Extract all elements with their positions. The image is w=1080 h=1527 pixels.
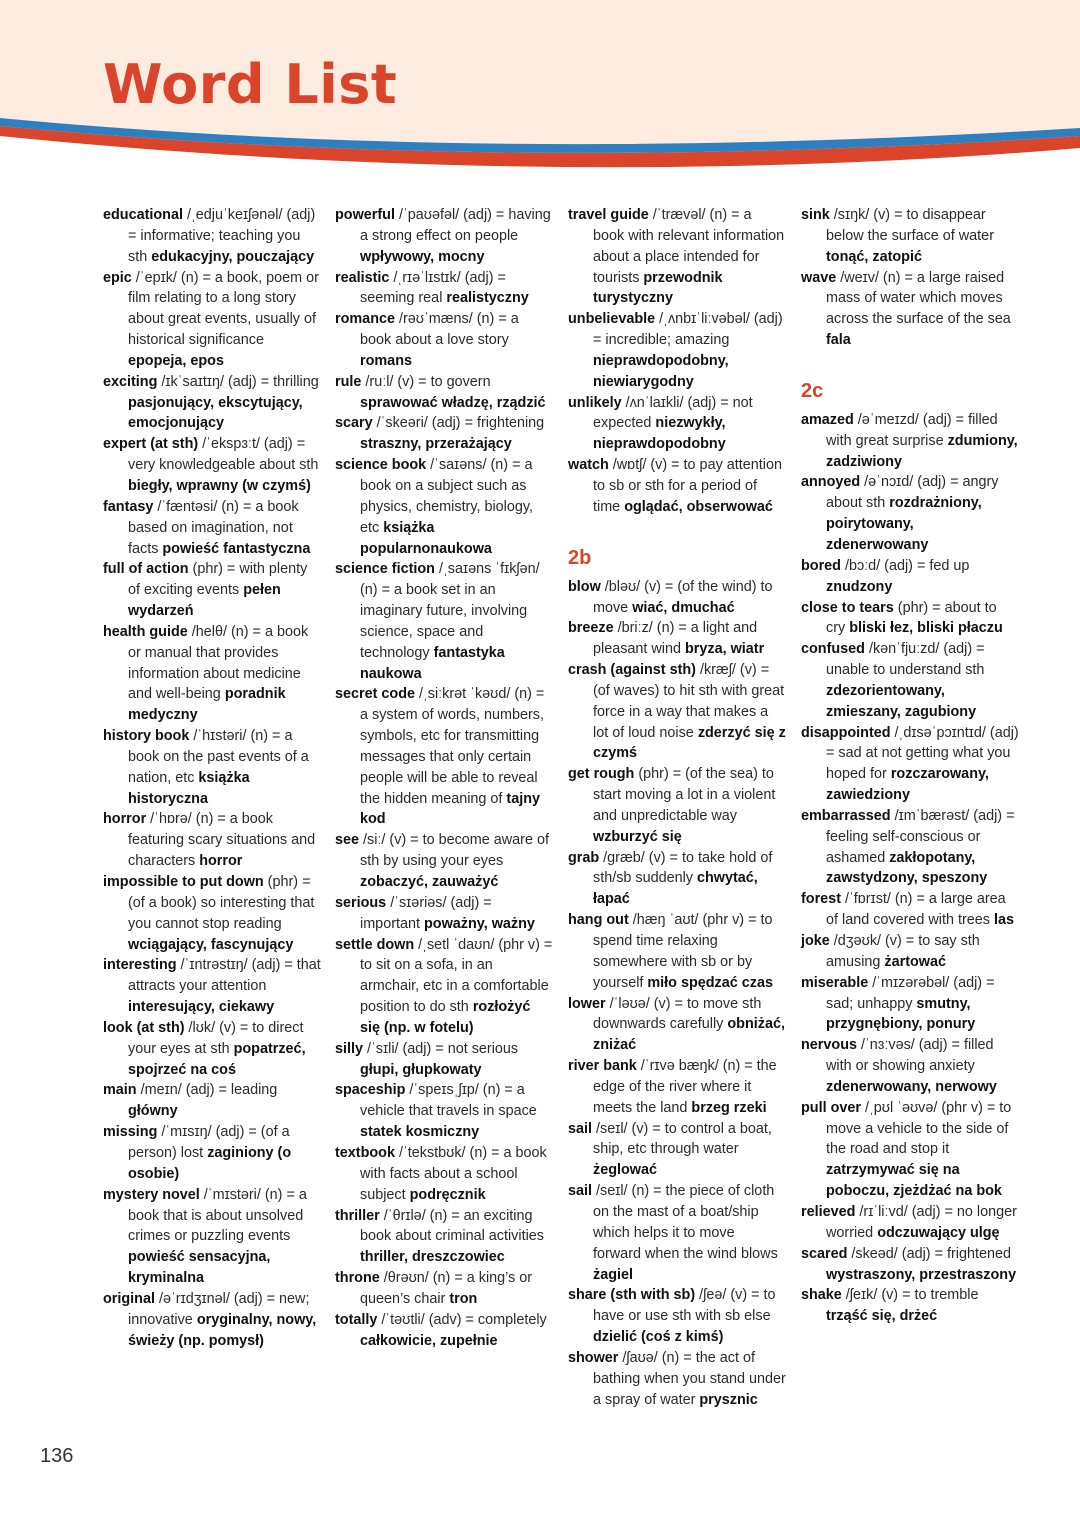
headword: scary: [335, 415, 373, 432]
headword: thriller: [335, 1207, 380, 1224]
headword: hang out: [568, 912, 629, 929]
definition: /ˈpaʊəfəl/ (adj) = having a strong effect on people: [360, 207, 551, 244]
translation: rozczarowany, zawiedziony: [826, 766, 989, 804]
definition: /ˌsaɪəns ˈfɪkʃən/ (n) = a book set in an imaginary future, involving science, space and technology: [360, 561, 540, 661]
word-entry: [103, 1289, 321, 1352]
definition: /ˈnɜːvəs/ (adj) = filled with or showing anxiety: [826, 1037, 994, 1075]
word-entry: [568, 1348, 786, 1411]
translation: zderzyć się z czymś: [593, 724, 786, 762]
word-list-column-2: [335, 205, 553, 1351]
headword: fantasy: [103, 498, 154, 515]
translation: tajny kod: [360, 790, 541, 828]
headword: sink: [801, 207, 830, 223]
translation: wiać, dmuchać: [632, 599, 735, 616]
definition: /əˈrɪdʒɪnəl/ (adj) = new; innovative: [128, 1290, 310, 1328]
word-entry: [335, 413, 553, 455]
word-entry: [103, 205, 321, 268]
translation: zatrzymywać się na poboczu, zjeżdżać na bok: [826, 1162, 1002, 1200]
word-entry: [801, 1035, 1019, 1098]
headword: crash (against sth): [568, 662, 696, 679]
translation: wzburzyć się: [593, 828, 682, 845]
headword: epic: [103, 269, 132, 286]
translation: przewodnik turystyczny: [593, 269, 723, 307]
word-entry: [335, 1206, 553, 1269]
translation: bryza, wiatr: [685, 641, 765, 658]
word-entry: [335, 268, 553, 310]
word-entry: [568, 618, 786, 660]
word-entry: [335, 1143, 553, 1206]
word-entry: [335, 205, 553, 268]
headword: miserable: [801, 974, 869, 991]
definition: /ˈekspɜːt/ (adj) = very knowledgeable about sth: [128, 436, 319, 474]
word-entry: [103, 622, 321, 726]
definition: /kræʃ/ (v) = (of waves) to hit sth with great force in a way that makes a lot of loud noise: [593, 662, 785, 741]
headword: bored: [801, 557, 841, 574]
headword: grab: [568, 849, 600, 866]
word-list-column-4: [801, 205, 1019, 1327]
word-entry: [103, 809, 321, 872]
word-entry: [335, 830, 553, 893]
translation: edukacyjny, pouczający: [151, 248, 315, 265]
headword: horror: [103, 811, 147, 828]
word-entry: [568, 1056, 786, 1119]
page-title: Word List: [103, 53, 398, 116]
definition: /ʃeɪk/ (v) = to tremble: [841, 1287, 979, 1304]
translation: smutny, przygnębiony, ponury: [826, 995, 976, 1033]
headword: travel guide: [568, 207, 649, 223]
headword: wave: [801, 269, 837, 286]
word-entry: [801, 205, 1019, 268]
translation: całkowicie, zupełnie: [360, 1332, 498, 1349]
word-entry: [568, 764, 786, 847]
definition: /ˈmɪsɪŋ/ (adj) = (of a person) lost: [128, 1124, 290, 1161]
headword: unbelievable: [568, 311, 656, 328]
headword: totally: [335, 1311, 378, 1328]
translation: epopeja, epos: [128, 352, 224, 369]
translation: miło spędzać czas: [647, 974, 773, 991]
word-entry: [103, 726, 321, 809]
headword: relieved: [801, 1203, 856, 1220]
definition: /helθ/ (n) = a book or manual that provides information about medicine and well-being: [128, 623, 309, 703]
word-entry: [801, 410, 1019, 473]
word-entry: [568, 910, 786, 993]
word-entry: [568, 309, 786, 392]
word-entry: [335, 309, 553, 372]
word-entry: [568, 393, 786, 456]
definition: /ʌnˈlaɪkli/ (adj) = not expected: [593, 394, 753, 432]
headword: history book: [103, 728, 190, 745]
definition: /bləʊ/ (v) = (of the wind) to move: [593, 578, 773, 616]
word-entry: [801, 268, 1019, 351]
translation: żartować: [884, 953, 946, 970]
translation: wciągający, fascynujący: [128, 936, 294, 953]
word-entry: [103, 559, 321, 622]
translation: rozłożyć się (np. w fotelu): [360, 999, 531, 1036]
word-list-column-1: [103, 205, 321, 1351]
word-entry: [568, 577, 786, 619]
definition: /ˈepɪk/ (n) = a book, poem or film relating to a long story about great events, usually of historical significance: [128, 269, 319, 349]
word-entry: [335, 559, 553, 684]
definition: /seɪl/ (v) = to control a boat, ship, etc through water: [592, 1120, 772, 1158]
definition: /ˈfɒrɪst/ (n) = a large area of land covered with trees: [826, 891, 1006, 929]
translation: główny: [128, 1103, 178, 1120]
definition: /wɒtʃ/ (v) = to pay attention to sb or sth for a period of time: [593, 457, 782, 515]
definition: /ɪmˈbærəst/ (adj) = feeling self-conscious or ashamed: [826, 807, 1015, 866]
headword: settle down: [335, 936, 415, 953]
definition: /ˈləʊə/ (v) = to move sth downwards carefully: [593, 995, 762, 1033]
definition: /ˈθrɪlə/ (n) = an exciting book about criminal activities: [360, 1207, 544, 1245]
headword: shower: [568, 1349, 619, 1366]
translation: horror: [199, 853, 243, 870]
definition: /ˈmɪstəri/ (n) = a book that is about unsolved crimes or puzzling events: [128, 1186, 307, 1245]
definition: /ˈrɪvə bæŋk/ (n) = the edge of the river where it meets the land: [593, 1058, 777, 1116]
translation: zdenerwowany, nerwowy: [826, 1078, 997, 1095]
definition: /ˈɪntrəstɪŋ/ (adj) = that attracts your attention: [128, 957, 321, 995]
headword: breeze: [568, 620, 614, 637]
definition: /əˈnɔɪd/ (adj) = angry about sth: [826, 474, 999, 512]
word-entry: [568, 1285, 786, 1348]
headword: scared: [801, 1245, 848, 1262]
definition: /meɪn/ (adj) = leading: [136, 1082, 278, 1099]
translation: realistyczny: [446, 290, 529, 307]
word-entry: [103, 1080, 321, 1122]
word-entry: [568, 1119, 786, 1182]
word-entry: [335, 1039, 553, 1081]
headword: see: [335, 832, 360, 849]
word-entry: [335, 455, 553, 559]
definition: /ˈsɪli/ (adj) = not serious: [363, 1040, 519, 1057]
word-entry: [568, 848, 786, 911]
translation: dzielić (coś z kimś): [593, 1329, 724, 1346]
translation: powieść fantastyczna: [162, 540, 311, 557]
translation: trząść się, drżeć: [826, 1308, 938, 1325]
translation: głupi, głupkowaty: [360, 1061, 482, 1078]
word-entry: [103, 497, 321, 560]
headword: confused: [801, 641, 865, 658]
word-entry: [801, 1244, 1019, 1286]
definition: /ˌrɪəˈlɪstɪk/ (adj) = seeming real: [360, 269, 506, 307]
translation: rozdrażniony, poirytowany, zdenerwowany: [826, 495, 982, 553]
headword: original: [103, 1290, 155, 1307]
definition: (phr) = (of a book) so interesting that you cannot stop reading: [128, 874, 315, 932]
headword: amazed: [801, 411, 854, 428]
translation: zaginiony (o osobie): [128, 1144, 292, 1182]
definition: /siː/ (v) = to become aware of sth by using your eyes: [359, 832, 549, 870]
translation: fantastyka naukowa: [360, 644, 505, 682]
translation: tonąć, zatopić: [826, 248, 922, 265]
translation: książka popularnonaukowa: [360, 519, 492, 557]
definition: (phr) = (of the sea) to start moving a lot in a violent and unpredictable way: [593, 766, 776, 824]
translation: prysznic: [699, 1391, 758, 1408]
word-entry: [801, 1202, 1019, 1244]
definition: /θrəʊn/ (n) = a king’s or queen’s chair: [360, 1270, 533, 1307]
definition: /weɪv/ (n) = a large raised mass of water which moves across the surface of the sea: [826, 269, 1011, 328]
word-entry: [335, 1080, 553, 1143]
definition: /ˈskeəri/ (adj) = frightening: [372, 415, 545, 432]
definition: /ɪkˈsaɪtɪŋ/ (adj) = thrilling: [157, 373, 319, 390]
word-entry: [103, 1185, 321, 1289]
translation: las: [993, 912, 1014, 929]
definition: /kənˈfjuːzd/ (adj) = unable to understand sth: [826, 641, 985, 679]
translation: biegły, wprawny (w czymś): [128, 477, 311, 494]
headword: romance: [335, 311, 395, 328]
translation: oglądać, obserwować: [624, 498, 773, 515]
word-entry: [568, 994, 786, 1057]
headword: impossible to put down: [103, 874, 264, 890]
headword: silly: [335, 1040, 364, 1057]
definition: /ˌedjuˈkeɪʃənəl/ (adj) = informative; teaching you sth: [128, 207, 316, 265]
headword: sail: [568, 1120, 593, 1137]
definition: /ˈtekstbʊk/ (n) = a book with facts about a school subject: [360, 1144, 547, 1203]
word-entry: [801, 1285, 1019, 1327]
word-entry: [801, 472, 1019, 555]
translation: wystraszony, przestraszony: [826, 1266, 1017, 1283]
headword: missing: [103, 1124, 158, 1141]
translation: thriller, dreszczowiec: [360, 1249, 505, 1266]
headword: disappointed: [801, 724, 891, 741]
word-entry: [335, 893, 553, 935]
translation: odczuwający ulgę: [877, 1224, 1000, 1241]
section-heading: 2b: [568, 546, 592, 569]
definition: /ˈsaɪəns/ (n) = a book on a subject such as physics, chemistry, biology, etc: [360, 457, 534, 536]
headword: secret code: [335, 686, 415, 703]
headword: look (at sth): [103, 1019, 185, 1036]
translation: tron: [449, 1290, 478, 1307]
word-entry: [801, 556, 1019, 598]
word-entry: [103, 955, 321, 1018]
translation: obniżać, zniżać: [593, 1016, 785, 1054]
word-entry: [335, 1310, 553, 1352]
definition: /ʃeə/ (v) = to have or use sth with sb else: [593, 1287, 776, 1325]
word-entry: [103, 372, 321, 435]
word-entry: [568, 1181, 786, 1285]
definition: /ɡræb/ (v) = to take hold of sth/sb suddenly: [593, 849, 773, 887]
headword: sail: [568, 1183, 593, 1200]
definition: /bɔːd/ (adj) = fed up: [840, 557, 970, 574]
translation: poradnik medyczny: [128, 686, 286, 724]
word-entry: [103, 268, 321, 372]
definition: /ruːl/ (v) = to govern: [361, 373, 491, 390]
translation: romans: [360, 352, 412, 369]
definition: /ˌdɪsəˈpɔɪntɪd/ (adj) = sad at not getting what you hoped for: [826, 724, 1019, 783]
word-entry: [335, 372, 553, 414]
translation: fala: [826, 332, 851, 349]
word-list-column-3: [568, 205, 786, 1410]
translation: zdezorientowany, zmieszany, zagubiony: [826, 682, 977, 720]
word-entry: [801, 973, 1019, 1036]
headword: interesting: [103, 957, 177, 974]
definition: /briːz/ (n) = a light and pleasant wind: [593, 620, 758, 658]
definition: /seɪl/ (n) = the piece of cloth on the mast of a boat/ship which helps it to move forward when the wind blows: [592, 1183, 778, 1262]
headword: serious: [335, 894, 387, 911]
headword: mystery novel: [103, 1186, 200, 1203]
translation: brzeg rzeki: [691, 1099, 767, 1116]
headword: textbook: [335, 1144, 395, 1161]
headword: close to tears: [801, 599, 894, 616]
headword: annoyed: [801, 474, 861, 491]
word-entry: [568, 455, 786, 518]
headword: river bank: [568, 1058, 637, 1075]
word-entry: [103, 1018, 321, 1081]
headword: share (sth with sb): [568, 1287, 696, 1304]
word-entry: [568, 205, 786, 309]
word-entry: [801, 806, 1019, 889]
headword: unlikely: [568, 394, 622, 411]
word-entry: [801, 1098, 1019, 1202]
headword: get rough: [568, 766, 635, 783]
definition: /ˈhɪstəri/ (n) = a book on the past events of a nation, etc: [128, 728, 309, 786]
translation: statek kosmiczny: [360, 1124, 480, 1141]
translation: książka historyczna: [128, 769, 250, 807]
word-entry: [335, 684, 553, 830]
definition: /rɪˈliːvd/ (adj) = no longer worried: [826, 1203, 1017, 1241]
word-entry: [103, 872, 321, 955]
headword: science book: [335, 457, 427, 474]
word-entry: [103, 434, 321, 497]
definition: /ˌsetl ˈdaʊn/ (phr v) = to sit on a sofa, in an armchair, etc in a comfortable position to do sth: [360, 936, 553, 1016]
headword: forest: [801, 891, 841, 908]
definition: /skeəd/ (adj) = frightened: [847, 1245, 1011, 1262]
headword: main: [103, 1082, 137, 1099]
headword: blow: [568, 578, 601, 595]
word-entry: [801, 639, 1019, 722]
translation: poważny, ważny: [424, 915, 535, 932]
translation: pełen wydarzeń: [128, 582, 281, 620]
word-entry: [335, 935, 553, 1039]
definition: /sɪŋk/ (v) = to disappear below the surface of water: [826, 207, 994, 244]
definition: /rəʊˈmæns/ (n) = a book about a love story: [360, 311, 519, 349]
definition: /ˈtrævəl/ (n) = a book with relevant information about a place intended for tourists: [593, 207, 785, 286]
definition: /ˈtəʊtli/ (adv) = completely: [377, 1311, 547, 1328]
headword: powerful: [335, 207, 395, 223]
definition: /hæŋ ˈaʊt/ (phr v) = to spend time relaxing somewhere with sb or by yourself: [593, 912, 773, 991]
headword: realistic: [335, 269, 390, 286]
word-entry: [801, 889, 1019, 931]
headword: health guide: [103, 623, 188, 640]
definition: /ˈspeɪsˌʃɪp/ (n) = a vehicle that travels in space: [360, 1082, 537, 1120]
headword: science fiction: [335, 561, 435, 578]
translation: oryginalny, nowy, świeży (np. pomysł): [128, 1311, 317, 1349]
definition: /ˌpʊl ˈəʊvə/ (phr v) = to move a vehicle to the side of the road and stop it: [826, 1099, 1012, 1158]
definition: /ˈfæntəsi/ (n) = a book based on imagination, not facts: [128, 498, 299, 557]
translation: straszny, przerażający: [360, 436, 512, 453]
headword: rule: [335, 373, 362, 390]
translation: zdumiony, zadziwiony: [826, 432, 1018, 470]
definition: (phr) = about to cry: [826, 599, 997, 637]
translation: wpływowy, mocny: [360, 248, 485, 265]
translation: interesujący, ciekawy: [128, 999, 275, 1016]
headword: pull over: [801, 1099, 861, 1116]
definition: /əˈmeɪzd/ (adj) = filled with great surprise: [826, 411, 998, 449]
translation: powieść sensacyjna, kryminalna: [128, 1249, 271, 1287]
section-heading: 2c: [801, 379, 824, 402]
translation: żagiel: [593, 1266, 633, 1283]
definition: /ˌsiːkrət ˈkəʊd/ (n) = a system of words, numbers, symbols, etc for transmitting messages that only certain people will be able to reveal the hidden meaning of: [360, 686, 545, 807]
headword: full of action: [103, 561, 189, 578]
word-entry: [568, 660, 786, 764]
translation: zakłopotany, zawstydzony, speszony: [826, 849, 988, 887]
translation: pasjonujący, ekscytujący, emocjonujący: [128, 394, 303, 432]
translation: nieprawdopodobny, niewiarygodny: [593, 352, 729, 390]
page-number: 136: [40, 1445, 74, 1467]
definition: /ˈhɒrə/ (n) = a book featuring scary situations and characters: [128, 811, 316, 870]
headword: nervous: [801, 1037, 857, 1054]
definition: /ˈsɪəriəs/ (adj) = important: [360, 894, 492, 932]
headword: spaceship: [335, 1082, 406, 1099]
definition: (phr) = with plenty of exciting events: [128, 561, 308, 599]
headword: shake: [801, 1287, 842, 1304]
definition: /ˈmɪzərəbəl/ (adj) = sad; unhappy: [826, 974, 995, 1012]
translation: sprawować władzę, rządzić: [360, 394, 546, 411]
headword: joke: [801, 933, 830, 949]
headword: watch: [568, 457, 609, 474]
headword: exciting: [103, 373, 158, 390]
headword: educational: [103, 207, 183, 223]
definition: /ˌʌnbɪˈliːvəbəl/ (adj) = incredible; amazing: [593, 311, 783, 349]
word-entry: [801, 598, 1019, 640]
translation: bliski łez, bliski płaczu: [849, 620, 1003, 637]
word-entry: [801, 723, 1019, 806]
headword: expert (at sth): [103, 436, 199, 453]
word-entry: [335, 1268, 553, 1310]
word-entry: [103, 1122, 321, 1185]
headword: throne: [335, 1270, 380, 1287]
headword: embarrassed: [801, 807, 891, 824]
headword: lower: [568, 995, 606, 1012]
definition: /lʊk/ (v) = to direct your eyes at sth: [128, 1019, 304, 1057]
translation: zobaczyć, zauważyć: [360, 874, 499, 890]
translation: znudzony: [826, 578, 893, 595]
definition: /ʃaʊə/ (n) = the act of bathing when you stand under a spray of water: [593, 1349, 786, 1408]
translation: popatrzeć, spojrzeć na coś: [128, 1040, 306, 1078]
translation: podręcznik: [409, 1186, 486, 1203]
translation: żeglować: [593, 1162, 657, 1179]
word-entry: [801, 931, 1019, 973]
definition: /dʒəʊk/ (v) = to say sth amusing: [826, 933, 980, 970]
translation: niezwykły, nieprawdopodobny: [593, 415, 726, 453]
translation: chwytać, łapać: [593, 870, 758, 908]
